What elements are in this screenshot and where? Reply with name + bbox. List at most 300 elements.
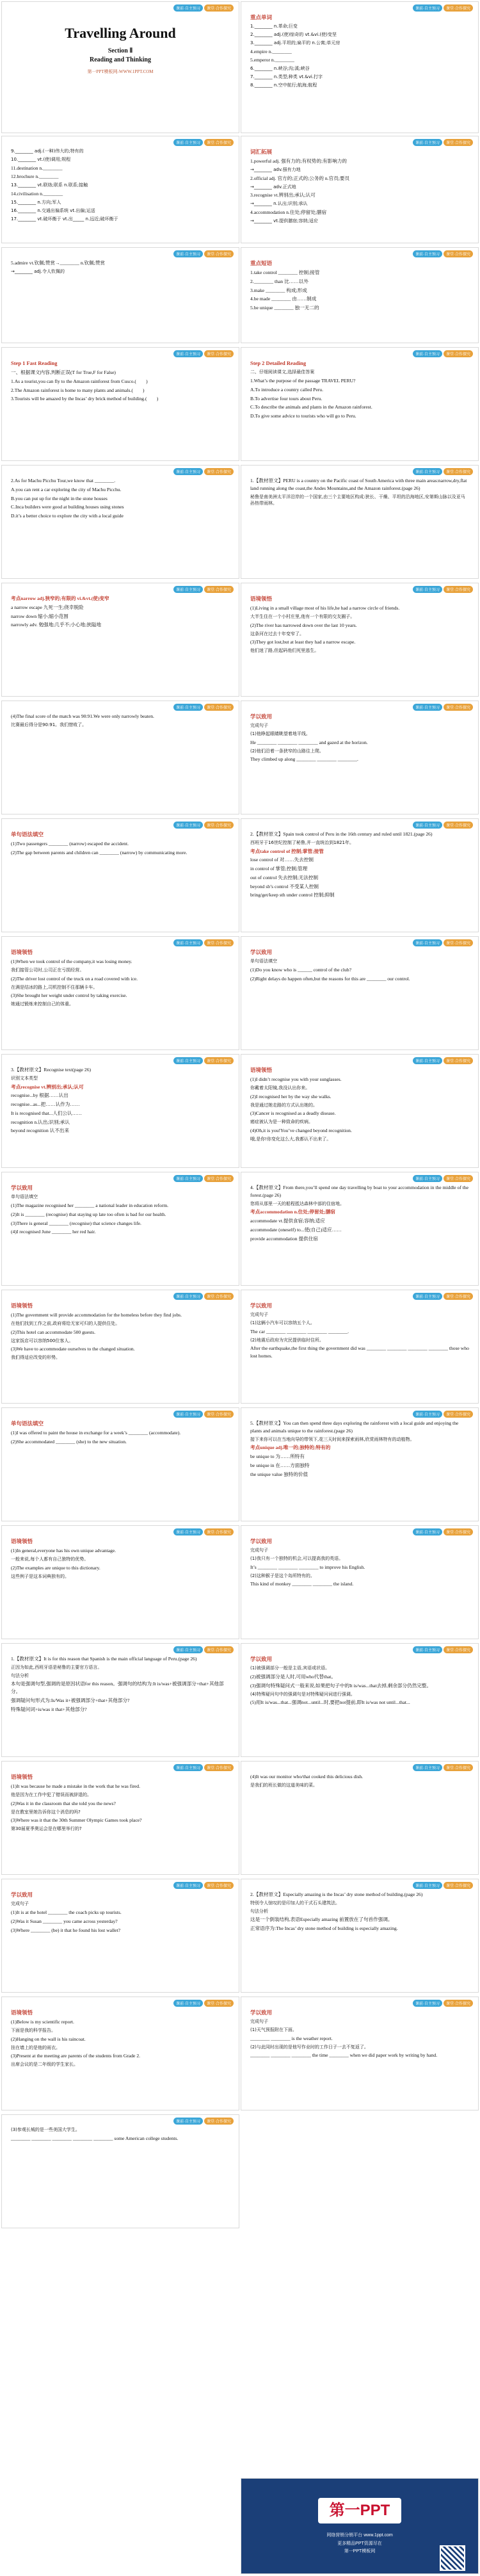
slide-badges [173, 939, 234, 946]
slide-s29 [1, 1643, 239, 1757]
text-line: 2.As for Machu Picchu Tour,we know that ________. [11, 478, 116, 483]
text-line: (1)Two passengers ________ (narrow) escaped the accident. [11, 841, 129, 847]
text-line: They climbed up along ________ ________ ________. [250, 756, 358, 763]
section-badge: 课前·自主预习 [413, 1882, 442, 1889]
text-line: be unique to 为……所特有 [250, 1454, 305, 1460]
slide-content [2, 1172, 239, 1243]
text-line: 在他们找到工作之前,政府将给无家可归的人提供住处。 [11, 1320, 120, 1326]
text-line: (3)强调句特殊疑问式一般来说,如果把句子中的It is/was...that去掉,剩余部分仍然完整。 [250, 1682, 432, 1689]
text-line: (2)The examples are unique to this dictionary. [11, 1564, 100, 1571]
text-line: 特别令人惊叹的是印加人的干式石头建筑法。 [250, 1900, 340, 1906]
text-line: (2)Right delays do happen often,but the reasons for this are ________ our control. [250, 975, 410, 982]
text-line: 这是一个倒装结构,表语Especially amazing 前置放在了句首作强调。 [250, 1916, 393, 1923]
slide-s15 [1, 818, 239, 932]
section-badge: 课前·自主预习 [413, 704, 442, 711]
text-line: 2.official adj. 官方的;正式的;公务的 n.官员;要员 [250, 175, 350, 181]
slide-badges [413, 1411, 473, 1418]
text-line: 下面是我的科学报告。 [11, 2027, 56, 2033]
text-line: 正常语序为:The Incas’ dry stone method of building is especially amazing. [250, 1925, 398, 1932]
text-line: (3)We have to accommodate ourselves to the changed situation. [11, 1346, 135, 1352]
slide-badges [173, 1411, 234, 1418]
slide-content [2, 1055, 239, 1142]
text-line: 7.________ n.类型;种类 vt.&vi.打字 [250, 74, 323, 80]
text-line: 5.【教材原文】You can then spend three days exploring the rainforest with a local guide and enjoying the plants and animals unique to the rainforest.(page 26) [250, 1420, 459, 1434]
slide-heading: Step 1 Fast Reading [11, 360, 58, 366]
text-line: (1)I didn’t recognise you with your sunglasses. [250, 1076, 342, 1083]
text-line: 是在教室里她告诉你这个消息的吗? [11, 1809, 81, 1815]
slide-badges [413, 586, 473, 593]
text-line: (1)It was because he made a mistake in the work that he was fired. [11, 1783, 141, 1790]
text-line: 4.be made ________ 由……制成 [250, 296, 317, 302]
section-badge: 课前·自主预习 [173, 1528, 203, 1535]
section-badge: 课前·自主预习 [173, 704, 203, 711]
text-line: (4)It was our monitor who/that cooked this delicious dish. [250, 1774, 364, 1779]
text-line: 4.accommodation n.住处;停留处;膳宿 [250, 209, 327, 215]
text-line: C.Inca builders were good at building houses using stones [11, 504, 124, 510]
slide-badges [413, 1764, 473, 1771]
text-line: The car ________ ________ ________ ________. [250, 1328, 349, 1334]
slide-heading: 语境领悟 [11, 1302, 33, 1309]
slide-badges [413, 250, 473, 257]
slide-content [2, 1290, 239, 1369]
slide-badges [413, 1175, 473, 1182]
slide-s8 [241, 347, 479, 461]
section-badge: 课前·自主预习 [413, 1764, 442, 1771]
text-line: (3)Present at the meeting are parents of the students from Grade 2. [11, 2053, 141, 2059]
text-line: 2.________ adj.(使)惊奇的 vt.&vi.(使)变坚 [250, 32, 337, 38]
slide-s10 [241, 465, 479, 579]
section-badge: 课堂·合作探究 [444, 704, 473, 711]
text-line: C.To describe the animals and plants in the Amazon rainforest. [250, 404, 372, 410]
text-line: After the earthquake,the first thing the government did was ________ ________ ________ ________ those who lost homes. [250, 1345, 469, 1359]
slide-heading: 语境领悟 [11, 949, 33, 955]
text-line: 她通过锻炼来控制自己的体重。 [11, 1001, 74, 1007]
slide-s35 [1, 1997, 239, 2110]
text-line: (4)I recognised June ________ her red hair. [11, 1229, 96, 1235]
slide-badges [173, 1293, 234, 1300]
section-badge: 课堂·合作探究 [204, 139, 234, 146]
text-line: 我们得适应改变的形势。 [11, 1355, 60, 1361]
section-badge: 课前·自主预习 [173, 2118, 203, 2125]
text-line: 本句是强调句型,强调的是原因状语for this reason。强调句的结构为:It is/was+被强调部分+that+其他部分。 [11, 1681, 224, 1695]
text-line: 他是因为在工作中犯了错误而被辞退的。 [11, 1792, 92, 1797]
text-line: (4)Oh,it is you!You’ve changed beyond recognition. [250, 1128, 352, 1133]
slide-content [2, 136, 239, 230]
brand-text: 第一PPT模板网-WWW.1PPT.COM [87, 69, 154, 75]
text-line: 9.________ adj.(一种)伟大的;特有的 [11, 149, 84, 154]
section-badge: 课前·自主预习 [413, 586, 442, 593]
section-badge: 课前·自主预习 [173, 1057, 203, 1064]
text-line: 挂在墙上的是他的雨衣。 [11, 2045, 60, 2050]
slide-s21 [1, 1172, 239, 1286]
slide-s4 [241, 136, 479, 243]
text-line: 单句语法填空 [11, 1194, 38, 1200]
text-line: 考点narrow adj.狭窄的;有限的 vi.&vt.(使)变窄 [11, 595, 109, 601]
text-line: 1.What’s the purpose of the passage TRAVEL PERU? [250, 378, 356, 384]
slide-badges [173, 1057, 234, 1064]
logo-caption [292, 2532, 427, 2557]
slide-s34 [241, 1879, 479, 1993]
slide-s14 [241, 701, 479, 814]
text-line: (1)被强调部分一般是主语,宾语或状语。 [250, 1665, 330, 1671]
text-line: 3.recognise vt.辨别出;承认;认可 [250, 192, 316, 198]
text-line: accommodate vt.提供食宿;容纳;适应 [250, 1218, 325, 1224]
text-line: ________ ________ ________ ________ ________ some American college students. [11, 2135, 179, 2141]
text-line: the unique value 独特的价值 [250, 1471, 308, 1477]
slide-s32 [241, 1761, 479, 1875]
slide-s6 [241, 247, 479, 343]
text-line: (5)用It is/was...that...强调not...until...时,要把not提前,即It is/was not until...that... [250, 1699, 410, 1706]
text-line: 正因为如此,西班牙语是秘鲁的主要官方语言。 [11, 1664, 102, 1670]
slide-badges [173, 1764, 234, 1771]
section-badge: 课堂·合作探究 [444, 1764, 473, 1771]
text-line: 癌症被认为是一种致命的疾病。 [250, 1119, 313, 1125]
slide-s2 [241, 1, 479, 133]
text-line: 特殊疑问词+is/was it that+其他部分? [11, 1706, 87, 1712]
text-line: 接下来你可以在当地向导的带领下,花三天时间来探索雨林,欣赏雨林特有的动植物。 [250, 1436, 415, 1442]
slide-badges [413, 939, 473, 946]
section-badge: 课前·自主预习 [413, 139, 442, 146]
text-line: (3)参观长城的是一些美国大学生。 [11, 2127, 80, 2132]
section-badge: 课前·自主预习 [173, 822, 203, 829]
text-line: (1)天气预报附在下面。 [250, 2027, 297, 2033]
slide-heading: 单句语法填空 [11, 1420, 44, 1427]
slide-s25 [1, 1407, 239, 1521]
text-line: 一、根据课文内容,判断正误(T for True,F for False) [11, 369, 116, 376]
slide-s5 [1, 247, 239, 343]
slide-heading: 学以致用 [250, 2009, 273, 2016]
slide-badges [413, 2000, 473, 2007]
text-line: 4.empire n.________ [250, 48, 292, 54]
slide-s33 [1, 1879, 239, 1993]
slide-heading: 学以致用 [250, 713, 273, 720]
slide-content [2, 937, 239, 1016]
slide-heading: 学以致用 [11, 1891, 33, 1898]
text-line: out of control 失去控制;无法控制 [250, 874, 319, 880]
slide-content [2, 1997, 239, 2076]
slide-heading: 学以致用 [250, 1302, 273, 1309]
text-line: provide accommodation 提供住宿 [250, 1235, 318, 1242]
text-line: 句法分析 [11, 1673, 29, 1678]
text-line: 完成句子 [250, 2019, 268, 2025]
section-badge: 课堂·合作探究 [444, 2000, 473, 2007]
slide-s1 [1, 1, 239, 133]
text-line: A.To introduce a country called Peru. [250, 386, 323, 393]
section-badge: 课前·自主预习 [413, 939, 442, 946]
slide-heading: 语境领悟 [11, 1774, 33, 1780]
section-badge: 课前·自主预习 [413, 468, 442, 475]
text-line: ________ ________ is the weather report. [250, 2035, 333, 2041]
text-line: 考点accommodation n.住处;停留处;膳宿 [250, 1209, 335, 1215]
section-badge: 课堂·合作探究 [204, 1528, 234, 1535]
section-badge: 课前·自主预习 [413, 822, 442, 829]
slide-badges [413, 704, 473, 711]
text-line: in control of 掌管;控制;管理 [250, 866, 308, 872]
text-line: (2)被强调部分是人时,可用who代替that。 [250, 1674, 336, 1680]
slide-badges [173, 250, 234, 257]
text-line: 哦,是你!你变化这么大,我都认不出来了。 [250, 1136, 332, 1142]
section-badge: 课前·自主预习 [173, 1764, 203, 1771]
section-badge: 课堂·合作探究 [204, 468, 234, 475]
text-line: D.it’s a better choice to explore the city with a local guide [11, 513, 124, 519]
text-line: (2)Was it in the classroom that she told you the news? [11, 1800, 116, 1806]
text-line: 8.________ n.空中航行;航海;航程 [250, 82, 317, 88]
section-badge: 课前·自主预习 [413, 2000, 442, 2007]
section-badge: 课堂·合作探究 [204, 1293, 234, 1300]
section-badge: 课堂·合作探究 [444, 1175, 473, 1182]
text-line: →________ adj.令人钦佩的 [11, 268, 65, 274]
slide-s11 [1, 583, 239, 697]
section-badge: 课堂·合作探究 [444, 586, 473, 593]
slide-badges [173, 350, 234, 357]
text-line: (3)Cancer is recognised as a deadly disease. [250, 1110, 336, 1117]
text-line: (2)与此同时出现的是他写作业时的工作日子一去不复返了。 [250, 2044, 369, 2050]
text-line: (1)It is at the hotel ________ the coach picks up tourists. [11, 1909, 122, 1916]
text-line: (2)地震后政府为灾民提供临时住所。 [250, 1337, 324, 1343]
section-badge: 课堂·合作探究 [204, 586, 234, 593]
slide-badges [173, 1882, 234, 1889]
slide-content [241, 2, 478, 97]
text-line: beyond sb’s control 不受某人控制 [250, 883, 319, 889]
text-line: (3)There is general ________ (recognise) that science changes life. [11, 1220, 141, 1226]
text-line: (1)I was offered to paint the house in exchange for a week’s ________ (accommodate). [11, 1430, 181, 1436]
slide-heading: 语境领悟 [11, 2009, 33, 2016]
section-badge: 课堂·合作探究 [444, 1411, 473, 1418]
text-line: →________ n.认出;识别;承认 [250, 201, 308, 207]
text-line: 完成句子 [250, 723, 268, 729]
page-title: Travelling Around [65, 25, 176, 41]
text-line: 西班牙于16世纪控制了秘鲁,并一直统治到1821年。 [250, 839, 354, 845]
text-line: be unique in 在……方面独特 [250, 1462, 310, 1468]
text-line: (2)I recognised her by the way she walks. [250, 1093, 332, 1099]
section-badge: 课前·自主预习 [413, 1528, 442, 1535]
section-badge: 课堂·合作探究 [444, 1293, 473, 1300]
text-line: 出席会议的是二年级的学生家长。 [11, 2062, 78, 2068]
text-line: (3)Where ________ (be) it that he found his lost wallet? [11, 1927, 121, 1933]
section-badge: 课堂·合作探究 [444, 4, 473, 12]
section-badge: 课堂·合作探究 [204, 350, 234, 357]
text-line: B.To advertise four tours about Peru. [250, 395, 323, 401]
slide-badges [413, 1882, 473, 1889]
slide-content [241, 583, 478, 662]
slide-badges [413, 350, 473, 357]
slide-s26 [241, 1407, 479, 1521]
section-badge: 课前·自主预习 [173, 586, 203, 593]
text-line: 3.【教材原文】Recognise text(page 26) [11, 1067, 92, 1073]
slide-badges [173, 704, 234, 711]
text-line: 识别文本类型 [11, 1075, 38, 1081]
text-line: 5.emperor n.________ [250, 57, 294, 63]
section-badge: 课堂·合作探究 [204, 1646, 234, 1653]
section-badge: 课前·自主预习 [173, 1882, 203, 1889]
slide-badges [413, 1528, 473, 1535]
text-line: (1)他睁起眼睛眺望着地平线。 [250, 731, 310, 737]
slide-content [2, 1644, 239, 1721]
slide-heading: Step 2 Detailed Reading [250, 360, 307, 366]
section-badge: 课堂·合作探究 [204, 1175, 234, 1182]
text-line: ________ ________ ________ the time ________ when we did paper work by writing by hand. [250, 2052, 438, 2059]
text-line: 完成句子 [250, 1548, 268, 1553]
section-badge: 课前·自主预习 [173, 250, 203, 257]
slide-s9 [1, 465, 239, 579]
text-line: (2)She accommodated ________ (she) to the new situation. [11, 1438, 127, 1445]
text-line: 10.________ vt.(使)调用;规程 [11, 156, 71, 162]
text-line: →________ adv.强有力地 [250, 166, 301, 172]
slide-s28 [241, 1525, 479, 1639]
text-line: →________ adv.正式地 [250, 184, 296, 190]
slide-badges [413, 468, 473, 475]
text-line: (2)The gap between parents and children can ________ (narrow) by communicating more. [11, 849, 188, 855]
slide-content [2, 2, 239, 82]
slide-s31 [1, 1761, 239, 1875]
section-badge: 课前·自主预习 [413, 1175, 442, 1182]
text-line: (2)他们沿着一条狭窄的山路往上爬。 [250, 748, 324, 754]
text-line: 强调疑问句形式为:Is/Was it+被强调部分+that+其他部分? [11, 1697, 130, 1703]
slide-s12 [241, 583, 479, 697]
text-line: 我们接管公司时,公司正在亏损经营。 [11, 967, 84, 973]
section-badge: 课前·自主预习 [413, 1057, 442, 1064]
slide-badges [173, 586, 234, 593]
text-line: 第30届夏季奥运会是在哪里举行的? [11, 1826, 82, 1832]
slide-heading: 语境领悟 [250, 595, 273, 602]
text-line: (2)Was it Susan ________ you came across yesterday? [11, 1918, 118, 1924]
section-badge: 课堂·合作探究 [204, 822, 234, 829]
text-line: recognition n.认出;识别;承认 [11, 1119, 70, 1125]
text-line: beyond recognition 认不出来 [11, 1128, 70, 1134]
text-line: 是我们的班长做的这道美味的菜。 [250, 1782, 317, 1788]
text-line: This kind of monkey ________ ________ the island. [250, 1581, 354, 1587]
slide-badges [173, 4, 234, 12]
text-line: (1)Do you know who is ______ control of the club? [250, 967, 351, 973]
text-line: (2)这种猴子是这个岛所特有的。 [250, 1573, 315, 1578]
text-line: A.you can rent a car exploring the city of Machu Picchu. [11, 486, 122, 492]
slide-badges [173, 1646, 234, 1653]
section-badge: 课前·自主预习 [173, 1293, 203, 1300]
slide-heading: 语境领悟 [11, 1538, 33, 1544]
text-line: (1)Living in a small village most of his life,he had a narrow circle of friends. [250, 605, 400, 612]
text-line: (1)The government will provide accommodation for the homeless before they find jobs. [11, 1312, 182, 1318]
text-line: recognise...as...把……认作为…… [11, 1101, 80, 1108]
text-line: 比赛最后得分是90:91。我们惜败了。 [11, 722, 87, 727]
slide-heading: 语境领悟 [250, 1067, 273, 1073]
slide-heading: 单句语法填空 [11, 831, 44, 838]
section-subtitle: Section Ⅱ Reading and Thinking [90, 47, 151, 64]
section-badge: 课堂·合作探究 [444, 939, 473, 946]
slide-heading: 重点短语 [250, 260, 273, 266]
section-badge: 课前·自主预习 [173, 350, 203, 357]
slide-badges [173, 1175, 234, 1182]
text-line: It’s ________ ________ ________ to improve his English. [250, 1564, 365, 1570]
section-badge: 课堂·合作探究 [204, 2118, 234, 2125]
slide-heading: 学以致用 [250, 1538, 273, 1544]
section-badge: 课堂·合作探究 [204, 250, 234, 257]
slide-badges [173, 1528, 234, 1535]
text-line: 2.【教材原文】Especially amazing is the Incas’ dry stone method of building.(page 26) [250, 1891, 423, 1897]
text-line: (3)She brought her weight under control by taking exercise. [11, 992, 127, 999]
section-badge: 课前·自主预习 [413, 250, 442, 257]
slide-badges [173, 2118, 234, 2125]
text-line: 15.________ n.方向;军人 [11, 199, 61, 205]
section-badge: 课堂·合作探究 [204, 4, 234, 12]
slide-s19 [1, 1054, 239, 1168]
text-line: (3)Where was it that the 30th Summer Olympic Games took place? [11, 1817, 142, 1824]
section-badge: 课堂·合作探究 [204, 1411, 234, 1418]
qr-code-icon [440, 2545, 465, 2571]
slide-content [241, 1644, 478, 1714]
section-badge: 课堂·合作探究 [444, 139, 473, 146]
text-line: 14.civilisation n.________ [11, 191, 63, 197]
text-line: 2.The Amazon rainforest is home to many plants and animals.( ) [11, 387, 145, 393]
slide-badges [413, 1293, 473, 1300]
text-line: B.you can put up for the night in the stone houses [11, 495, 108, 501]
slide-s17 [1, 936, 239, 1050]
slide-s20 [241, 1054, 479, 1168]
text-line: (1)When we took control of the company,it was losing money. [11, 959, 132, 965]
text-line: 我是通过她走路的方式认出她的。 [250, 1102, 317, 1108]
slide-s22 [241, 1172, 479, 1286]
slide-s7 [1, 347, 239, 461]
section-badge: 课前·自主预习 [173, 1175, 203, 1182]
slide-s30 [241, 1643, 479, 1757]
text-line: He ________ ________ ________ and gazed at the horizon. [250, 739, 368, 745]
text-line: 3.make ________ 构成;形成 [250, 287, 307, 293]
section-badge: 课堂·合作探究 [444, 1646, 473, 1653]
slide-content [241, 1408, 478, 1486]
slide-badges [413, 4, 473, 12]
slide-content [241, 1055, 478, 1151]
brand-logo: 第一PPT [318, 2498, 401, 2523]
slide-s27 [1, 1525, 239, 1639]
text-line: 1.take control ________ 控制;接管 [250, 270, 320, 276]
text-line: a narrow escape 九死一生;侥幸脱险 [11, 604, 84, 610]
slide-s37 [1, 2114, 239, 2228]
text-line: 考点take control of 控制;掌管;接管 [250, 848, 324, 854]
slide-content [241, 136, 478, 232]
text-line: 12.brochure n.________ [11, 174, 59, 180]
slide-content [241, 1290, 478, 1368]
section-badge: 课堂·合作探究 [204, 2000, 234, 2007]
text-line: (2)The river has narrowed down over the last 10 years. [250, 622, 357, 628]
slide-s36 [241, 1997, 479, 2110]
slide-heading: 词汇拓展 [250, 149, 273, 155]
text-line: 13.________ vt.联络;联系 n.联系;接触 [11, 182, 88, 188]
text-line: recognise...by 根据……认出 [11, 1092, 68, 1099]
slide-heading: 学以致用 [250, 949, 273, 955]
section-badge: 课前·自主预习 [413, 1411, 442, 1418]
text-line: 1.【教材原文】PERU is a country on the Pacific coast of South America with three main areas:narrow,dry,flat land running along the coast,the Andes Mountains,and the Amazon rainforest.(page 26) [250, 478, 467, 491]
slide-badges [173, 139, 234, 146]
text-line: 1.【教材原文】It is for this reason that Spanish is the main official language of Peru.(page 26) [11, 1656, 197, 1662]
text-line: 在满是结冰的路上,司机控制不住那辆卡车。 [11, 984, 98, 990]
section-badge: 课堂·合作探究 [204, 1882, 234, 1889]
section-badge: 课前·自主预习 [173, 1646, 203, 1653]
slide-content [241, 248, 478, 320]
text-line: (1)这辆小汽车可以容纳五个人。 [250, 1320, 315, 1326]
logo-caption-line: 更多精品PPT资源尽在 [337, 2541, 382, 2546]
text-line: D.To give some advice to tourists who will go to Peru. [250, 413, 356, 419]
slide-badges [413, 1057, 473, 1064]
text-line: 单句语法填空 [250, 959, 277, 964]
slide-heading: 学以致用 [11, 1185, 33, 1191]
text-line: (4)特殊疑问句中的强调句是对特殊疑问词进行强调。 [250, 1691, 355, 1697]
text-line: 5.be unique ________ 独一无二的 [250, 305, 319, 311]
text-line: 6.________ n.峡谷;沟;溪;峡谷 [250, 66, 310, 72]
slide-s16 [241, 818, 479, 932]
text-line: 完成句子 [250, 1312, 268, 1318]
slide-content [241, 348, 478, 428]
section-badge: 课堂·合作探究 [444, 350, 473, 357]
section-badge: 课前·自主预习 [173, 139, 203, 146]
